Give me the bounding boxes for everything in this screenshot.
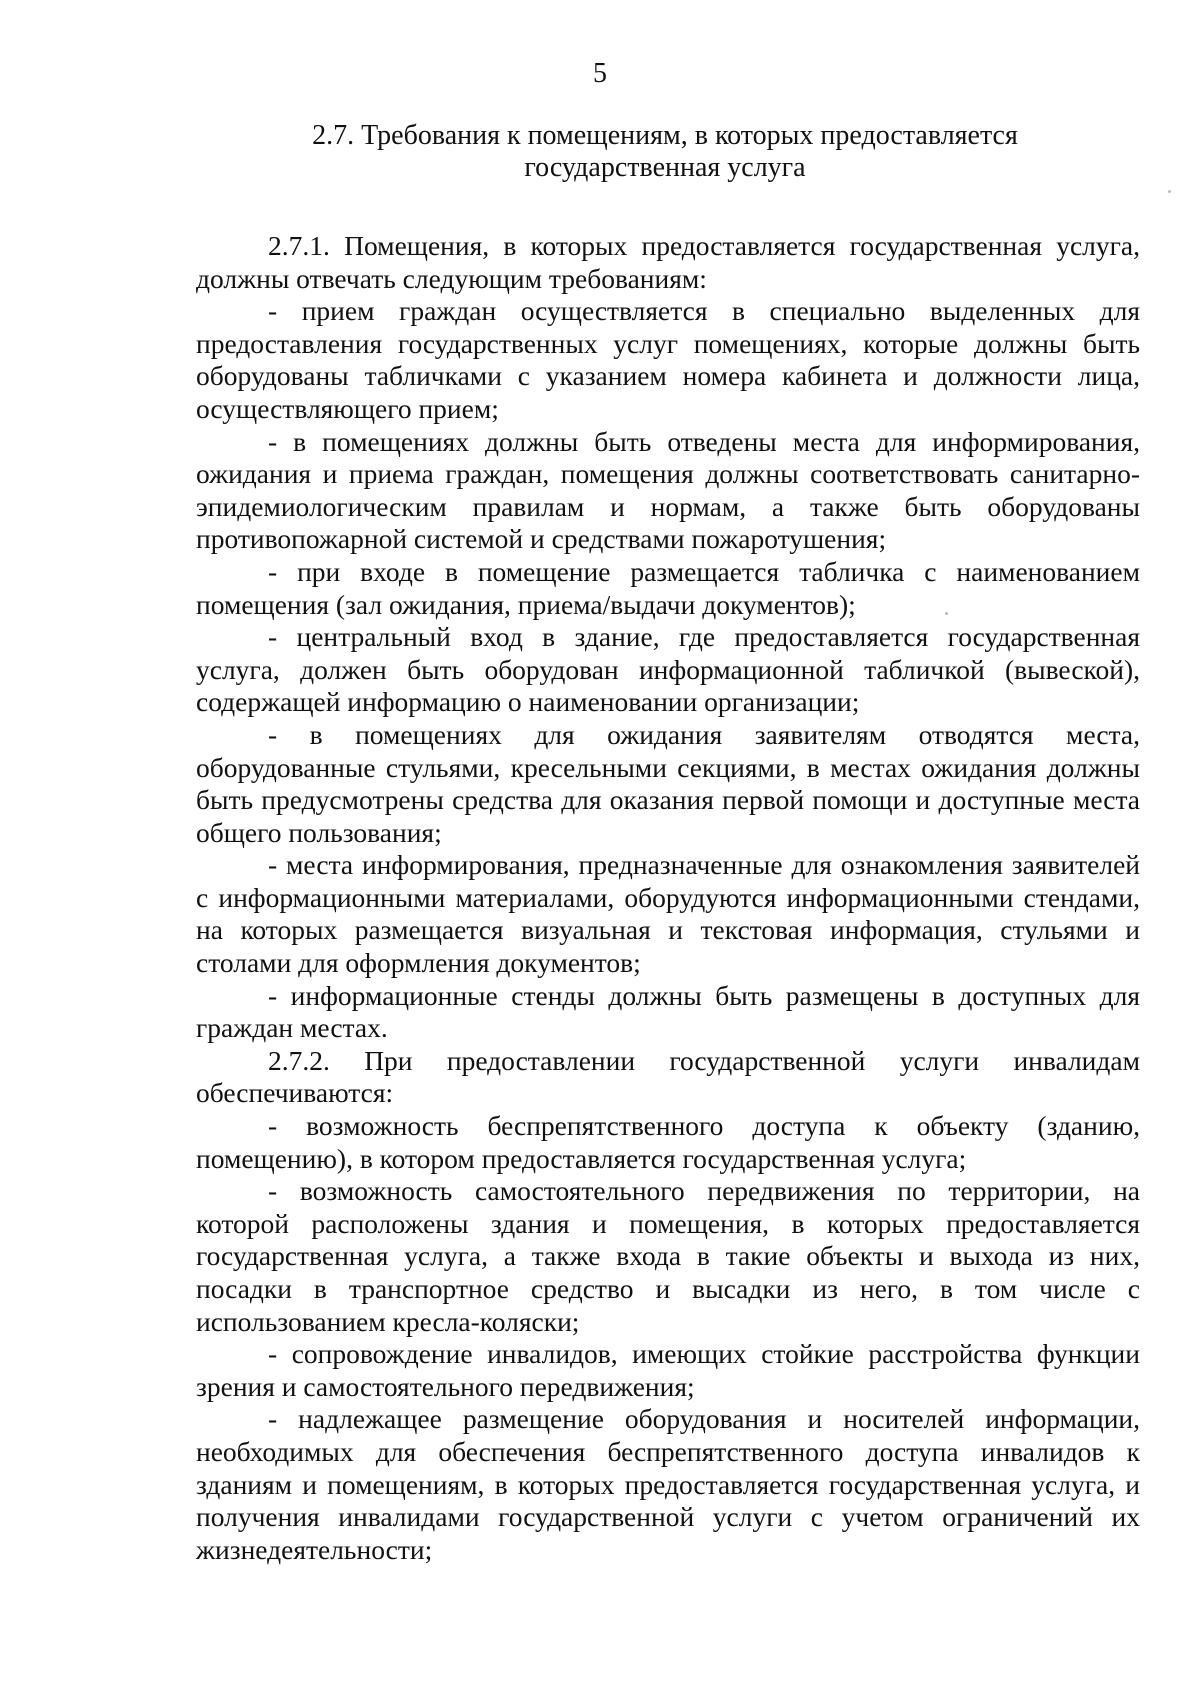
section-heading [190,120,1140,184]
page-number: 5 [593,58,607,89]
list-item: - возможность самостоятельного передвижения по территории, на которой расположены здания и помещения, в которых предоставляется государственная услуга, а также входа в такие объекты и выхода из них, посадки в транспортное средство и высадки из него, в том числе с использованием кресла-коляски; [196,1175,1140,1337]
section-heading-line-1: 2.7. Требования к помещениям, в которых предоставляется [312,120,1018,151]
scan-speck [945,612,948,615]
scan-speck [1168,190,1171,193]
section-heading-line-2: государственная услуга [524,152,806,183]
list-item: - места информирования, предназначенные для ознакомления заявителей с информационными материалами, оборудуются информационными стендами, на которых размещается визуальная и текстовая информация, стульями и столами для оформления документов; [196,849,1140,979]
list-item: - надлежащее размещение оборудования и носителей информации, необходимых для обеспечения беспрепятственного доступа инвалидов к зданиям и помещениям, в которых предоставляется государственная услуга, и получения инвалидами государственной услуги с учетом ограничений их жизнедеятельности; [196,1403,1140,1565]
list-item: - при входе в помещение размещается табличка с наименованием помещения (зал ожидания, приема/выдачи документов); [196,555,1140,620]
document-body [196,230,1140,1566]
paragraph-2-7-1: 2.7.1. Помещения, в которых предоставляется государственная услуга, должны отвечать следующим требованиям: [196,230,1140,294]
list-item: - прием граждан осуществляется в специально выделенных для предоставления государственных услуг помещениях, которые должны быть оборудованы табличками с указанием номера кабинета и должности лица, осуществляющего прием; [196,295,1140,424]
list-item: - в помещениях для ожидания заявителям отводятся места, оборудованные стульями, кресельными секциями, в местах ожидания должны быть предусмотрены средства для оказания первой помощи и доступные места общего пользования; [196,718,1140,848]
list-item: - сопровождение инвалидов, имеющих стойкие расстройства функции зрения и самостоятельного передвижения; [196,1338,1140,1402]
paragraph-2-7-2: 2.7.2. При предоставлении государственной услуги инвалидам обеспечиваются: [196,1044,1140,1109]
list-item: - информационные стенды должны быть размещены в доступных для граждан местах. [196,979,1140,1044]
list-item: - в помещениях должны быть отведены места для информирования, ожидания и приема граждан, помещения должны соответствовать санитарно-эпидемиологическим правилам и нормам, а также быть оборудованы противопожарной системой и средствами пожаротушения; [196,425,1140,555]
list-item: - центральный вход в здание, где предоставляется государственная услуга, должен быть оборудован информационной табличкой (вывеской), содержащей информацию о наименовании организации; [196,621,1140,718]
list-item: - возможность беспрепятственного доступа к объекту (зданию, помещению), в котором предоставляется государственная услуга; [196,1110,1140,1174]
